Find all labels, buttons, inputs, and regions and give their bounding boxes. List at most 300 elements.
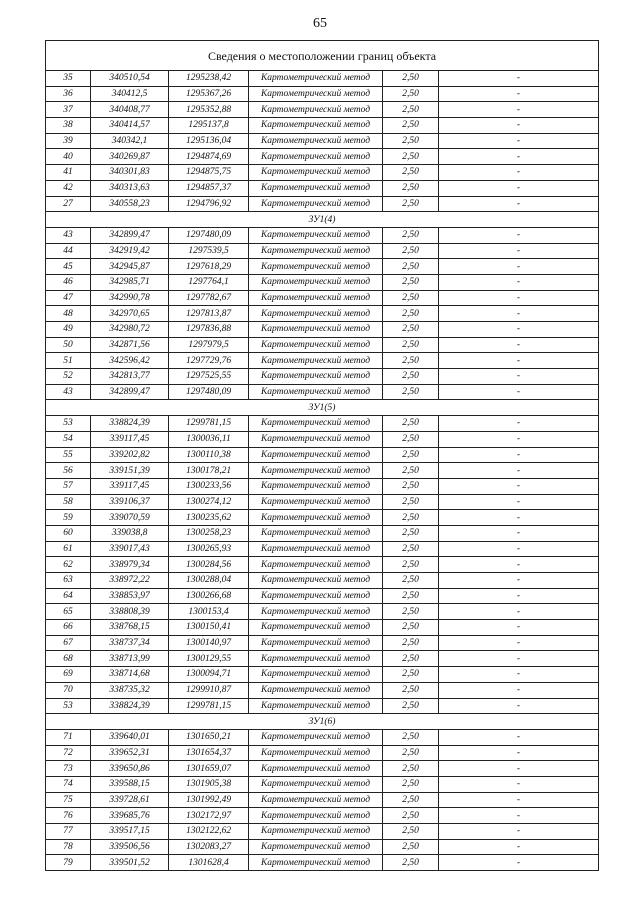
y-coordinate: 1300265,93 [169,541,249,557]
point-number: 56 [46,463,91,479]
x-coordinate: 340510,54 [91,71,169,87]
description: - [439,588,599,604]
table-row [46,71,599,87]
y-coordinate: 1300153,4 [169,604,249,620]
x-coordinate: 342899,47 [91,384,169,400]
x-coordinate: 342985,71 [91,274,169,290]
x-coordinate: 338713,99 [91,651,169,667]
method: Картометрический метод [249,588,383,604]
table-title-row [46,41,599,71]
point-number: 78 [46,839,91,855]
point-number: 63 [46,573,91,589]
table-row [46,776,599,792]
table-row [46,525,599,541]
method: Картометрический метод [249,651,383,667]
description: - [439,620,599,636]
method: Картометрический метод [249,274,383,290]
description: - [439,118,599,134]
table-row [46,243,599,259]
table-row [46,824,599,840]
x-coordinate: 339106,37 [91,494,169,510]
method: Картометрический метод [249,682,383,698]
description: - [439,463,599,479]
method: Картометрический метод [249,71,383,87]
accuracy: 2,50 [383,745,439,761]
description: - [439,369,599,385]
x-coordinate: 340558,23 [91,196,169,212]
table-row [46,510,599,526]
point-number: 46 [46,274,91,290]
description: - [439,274,599,290]
description: - [439,243,599,259]
page-number: 65 [313,16,327,31]
method: Картометрический метод [249,698,383,714]
point-number: 65 [46,604,91,620]
table-row [46,729,599,745]
method: Картометрический метод [249,322,383,338]
accuracy: 2,50 [383,274,439,290]
method: Картометрический метод [249,604,383,620]
x-coordinate: 342945,87 [91,259,169,275]
table-row [46,588,599,604]
point-number: 53 [46,698,91,714]
method: Картометрический метод [249,416,383,432]
description: - [439,824,599,840]
y-coordinate: 1297525,55 [169,369,249,385]
method: Картометрический метод [249,729,383,745]
y-coordinate: 1301905,38 [169,776,249,792]
x-coordinate: 339728,61 [91,792,169,808]
point-number: 38 [46,118,91,134]
method: Картометрический метод [249,839,383,855]
y-coordinate: 1301650,21 [169,729,249,745]
accuracy: 2,50 [383,729,439,745]
x-coordinate: 342871,56 [91,337,169,353]
y-coordinate: 1297618,29 [169,259,249,275]
x-coordinate: 339588,15 [91,776,169,792]
x-coordinate: 339038,8 [91,525,169,541]
description: - [439,290,599,306]
y-coordinate: 1300266,68 [169,588,249,604]
description: - [439,196,599,212]
table-row [46,620,599,636]
x-coordinate: 342596,42 [91,353,169,369]
description: - [439,494,599,510]
accuracy: 2,50 [383,149,439,165]
table-row [46,745,599,761]
table-title: Сведения о местоположении границ объекта [46,41,599,71]
accuracy: 2,50 [383,824,439,840]
description: - [439,227,599,243]
description: - [439,478,599,494]
x-coordinate: 340313,63 [91,180,169,196]
y-coordinate: 1300150,41 [169,620,249,636]
method: Картометрический метод [249,635,383,651]
accuracy: 2,50 [383,667,439,683]
y-coordinate: 1301659,07 [169,761,249,777]
description: - [439,384,599,400]
x-coordinate: 338972,22 [91,573,169,589]
table-row [46,478,599,494]
x-coordinate: 338768,15 [91,620,169,636]
description: - [439,651,599,667]
method: Картометрический метод [249,824,383,840]
point-number: 75 [46,792,91,808]
point-number: 36 [46,86,91,102]
table-row [46,839,599,855]
table-row [46,635,599,651]
group-header-row [46,212,599,228]
method: Картометрический метод [249,447,383,463]
point-number: 49 [46,322,91,338]
table-row [46,416,599,432]
accuracy: 2,50 [383,808,439,824]
method: Картометрический метод [249,196,383,212]
method: Картометрический метод [249,525,383,541]
description: - [439,698,599,714]
point-number: 72 [46,745,91,761]
method: Картометрический метод [249,259,383,275]
table-row [46,667,599,683]
x-coordinate: 339117,45 [91,431,169,447]
group-header-row [46,714,599,730]
point-number: 45 [46,259,91,275]
x-coordinate: 339517,15 [91,824,169,840]
method: Картометрический метод [249,761,383,777]
method: Картометрический метод [249,306,383,322]
y-coordinate: 1299910,87 [169,682,249,698]
table-row [46,86,599,102]
point-number: 71 [46,729,91,745]
description: - [439,180,599,196]
y-coordinate: 1297480,09 [169,384,249,400]
table-row [46,447,599,463]
x-coordinate: 342899,47 [91,227,169,243]
y-coordinate: 1300258,23 [169,525,249,541]
description: - [439,510,599,526]
table-row [46,651,599,667]
point-number: 79 [46,855,91,871]
y-coordinate: 1300288,04 [169,573,249,589]
y-coordinate: 1294874,69 [169,149,249,165]
point-number: 39 [46,133,91,149]
accuracy: 2,50 [383,494,439,510]
accuracy: 2,50 [383,71,439,87]
method: Картометрический метод [249,557,383,573]
accuracy: 2,50 [383,698,439,714]
y-coordinate: 1300274,12 [169,494,249,510]
point-number: 43 [46,384,91,400]
y-coordinate: 1297979,5 [169,337,249,353]
table-row [46,306,599,322]
y-coordinate: 1297729,76 [169,353,249,369]
method: Картометрический метод [249,855,383,871]
boundary-coordinates-table [45,40,599,871]
method: Картометрический метод [249,133,383,149]
table-row [46,227,599,243]
y-coordinate: 1300178,21 [169,463,249,479]
point-number: 57 [46,478,91,494]
method: Картометрический метод [249,776,383,792]
y-coordinate: 1297480,09 [169,227,249,243]
method: Картометрический метод [249,353,383,369]
description: - [439,745,599,761]
x-coordinate: 338737,34 [91,635,169,651]
point-number: 50 [46,337,91,353]
method: Картометрический метод [249,494,383,510]
accuracy: 2,50 [383,416,439,432]
table-row [46,369,599,385]
x-coordinate: 342980,72 [91,322,169,338]
method: Картометрический метод [249,337,383,353]
method: Картометрический метод [249,149,383,165]
method: Картометрический метод [249,290,383,306]
group-label: ЗУ1(4) [46,212,599,228]
description: - [439,729,599,745]
x-coordinate: 338735,32 [91,682,169,698]
y-coordinate: 1299781,15 [169,416,249,432]
y-coordinate: 1301628,4 [169,855,249,871]
table-row [46,102,599,118]
y-coordinate: 1300036,11 [169,431,249,447]
accuracy: 2,50 [383,478,439,494]
description: - [439,353,599,369]
accuracy: 2,50 [383,290,439,306]
point-number: 59 [46,510,91,526]
method: Картометрический метод [249,463,383,479]
method: Картометрический метод [249,369,383,385]
method: Картометрический метод [249,165,383,181]
y-coordinate: 1300140,97 [169,635,249,651]
y-coordinate: 1295367,26 [169,86,249,102]
table-row [46,322,599,338]
accuracy: 2,50 [383,227,439,243]
accuracy: 2,50 [383,651,439,667]
description: - [439,604,599,620]
table-row [46,761,599,777]
table-row [46,290,599,306]
y-coordinate: 1297539,5 [169,243,249,259]
y-coordinate: 1300110,38 [169,447,249,463]
group-label: ЗУ1(6) [46,714,599,730]
table-row [46,808,599,824]
x-coordinate: 340408,77 [91,102,169,118]
description: - [439,322,599,338]
x-coordinate: 338979,34 [91,557,169,573]
description: - [439,149,599,165]
x-coordinate: 342919,42 [91,243,169,259]
description: - [439,541,599,557]
point-number: 53 [46,416,91,432]
x-coordinate: 340414,57 [91,118,169,134]
y-coordinate: 1294857,37 [169,180,249,196]
x-coordinate: 339685,76 [91,808,169,824]
accuracy: 2,50 [383,792,439,808]
accuracy: 2,50 [383,588,439,604]
point-number: 73 [46,761,91,777]
method: Картометрический метод [249,510,383,526]
method: Картометрический метод [249,86,383,102]
y-coordinate: 1302122,62 [169,824,249,840]
point-number: 60 [46,525,91,541]
table-row [46,353,599,369]
method: Картометрический метод [249,180,383,196]
x-coordinate: 339070,59 [91,510,169,526]
table-row [46,384,599,400]
table-row [46,196,599,212]
x-coordinate: 340269,87 [91,149,169,165]
point-number: 64 [46,588,91,604]
description: - [439,165,599,181]
description: - [439,86,599,102]
point-number: 58 [46,494,91,510]
table-row [46,855,599,871]
accuracy: 2,50 [383,196,439,212]
x-coordinate: 340412,5 [91,86,169,102]
point-number: 43 [46,227,91,243]
table-row [46,682,599,698]
table-row [46,431,599,447]
y-coordinate: 1297813,87 [169,306,249,322]
table-row [46,180,599,196]
accuracy: 2,50 [383,525,439,541]
description: - [439,557,599,573]
table-row [46,463,599,479]
accuracy: 2,50 [383,431,439,447]
description: - [439,337,599,353]
method: Картометрический метод [249,808,383,824]
description: - [439,761,599,777]
method: Картометрический метод [249,102,383,118]
table-row [46,604,599,620]
x-coordinate: 338714,68 [91,667,169,683]
point-number: 54 [46,431,91,447]
point-number: 27 [46,196,91,212]
accuracy: 2,50 [383,243,439,259]
y-coordinate: 1302083,27 [169,839,249,855]
table-row [46,118,599,134]
description: - [439,667,599,683]
table-row [46,133,599,149]
y-coordinate: 1294796,92 [169,196,249,212]
point-number: 76 [46,808,91,824]
accuracy: 2,50 [383,118,439,134]
table-row [46,541,599,557]
accuracy: 2,50 [383,306,439,322]
description: - [439,525,599,541]
method: Картометрический метод [249,573,383,589]
table-row [46,274,599,290]
point-number: 69 [46,667,91,683]
accuracy: 2,50 [383,557,439,573]
y-coordinate: 1297836,88 [169,322,249,338]
method: Картометрический метод [249,478,383,494]
x-coordinate: 338824,39 [91,416,169,432]
description: - [439,808,599,824]
accuracy: 2,50 [383,259,439,275]
y-coordinate: 1295136,04 [169,133,249,149]
y-coordinate: 1300284,56 [169,557,249,573]
accuracy: 2,50 [383,541,439,557]
y-coordinate: 1302172,97 [169,808,249,824]
point-number: 35 [46,71,91,87]
x-coordinate: 339650,86 [91,761,169,777]
accuracy: 2,50 [383,353,439,369]
y-coordinate: 1300129,55 [169,651,249,667]
method: Картометрический метод [249,118,383,134]
accuracy: 2,50 [383,855,439,871]
method: Картометрический метод [249,227,383,243]
description: - [439,792,599,808]
accuracy: 2,50 [383,573,439,589]
table-row [46,494,599,510]
description: - [439,447,599,463]
method: Картометрический метод [249,431,383,447]
point-number: 74 [46,776,91,792]
x-coordinate: 339652,31 [91,745,169,761]
accuracy: 2,50 [383,447,439,463]
table-row [46,792,599,808]
y-coordinate: 1300233,56 [169,478,249,494]
point-number: 61 [46,541,91,557]
accuracy: 2,50 [383,86,439,102]
y-coordinate: 1299781,15 [169,698,249,714]
description: - [439,306,599,322]
x-coordinate: 339640,01 [91,729,169,745]
accuracy: 2,50 [383,604,439,620]
point-number: 62 [46,557,91,573]
x-coordinate: 342970,65 [91,306,169,322]
table-row [46,165,599,181]
x-coordinate: 339151,39 [91,463,169,479]
accuracy: 2,50 [383,384,439,400]
group-header-row [46,400,599,416]
method: Картометрический метод [249,745,383,761]
x-coordinate: 338824,39 [91,698,169,714]
description: - [439,416,599,432]
point-number: 48 [46,306,91,322]
x-coordinate: 338853,97 [91,588,169,604]
x-coordinate: 342990,78 [91,290,169,306]
description: - [439,102,599,118]
method: Картометрический метод [249,384,383,400]
x-coordinate: 339506,56 [91,839,169,855]
x-coordinate: 339117,45 [91,478,169,494]
accuracy: 2,50 [383,620,439,636]
accuracy: 2,50 [383,510,439,526]
x-coordinate: 342813,77 [91,369,169,385]
method: Картометрический метод [249,792,383,808]
point-number: 77 [46,824,91,840]
description: - [439,431,599,447]
point-number: 55 [46,447,91,463]
y-coordinate: 1301992,49 [169,792,249,808]
description: - [439,855,599,871]
method: Картометрический метод [249,667,383,683]
point-number: 67 [46,635,91,651]
table-row [46,337,599,353]
accuracy: 2,50 [383,761,439,777]
y-coordinate: 1300094,71 [169,667,249,683]
description: - [439,682,599,698]
table-row [46,557,599,573]
group-label: ЗУ1(5) [46,400,599,416]
description: - [439,776,599,792]
accuracy: 2,50 [383,133,439,149]
description: - [439,635,599,651]
accuracy: 2,50 [383,369,439,385]
point-number: 66 [46,620,91,636]
